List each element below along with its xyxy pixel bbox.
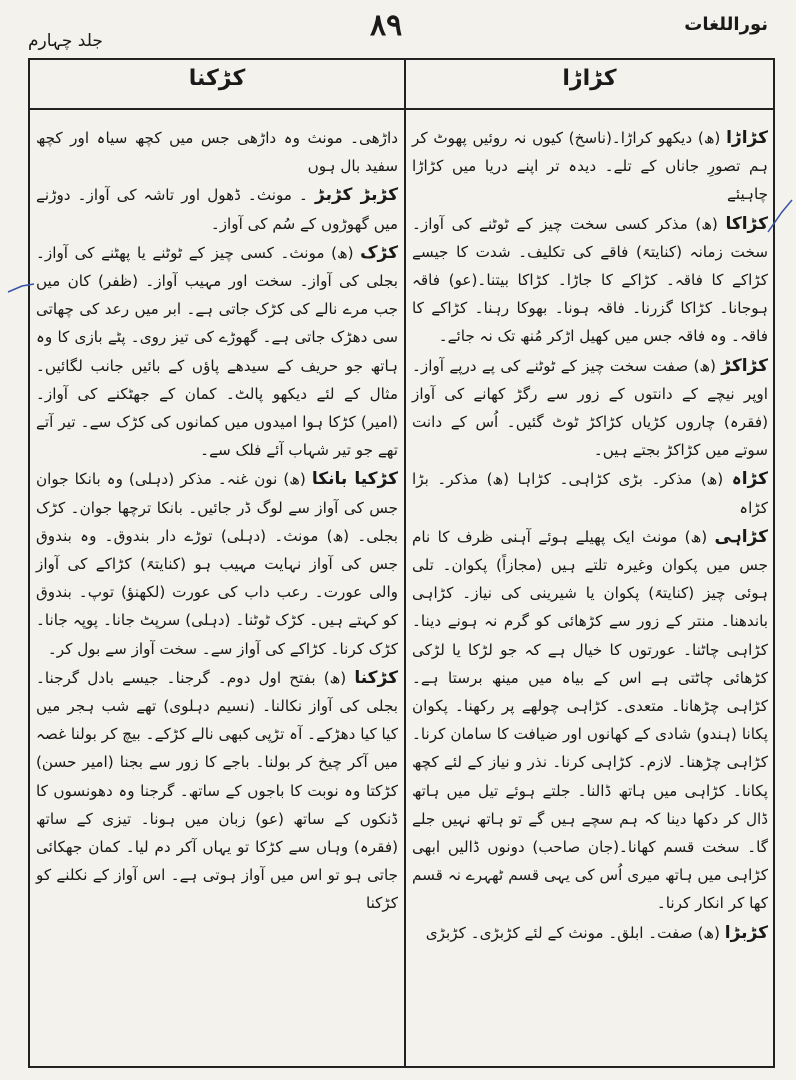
entry-term: کڑاڑا: [726, 128, 769, 148]
right-column-heading: کڑاڑا: [562, 66, 617, 91]
page-number: ٨٩: [370, 8, 403, 43]
entry-text: ۔ مونث۔ ڈھول اور تاشہ کی آواز۔ دوڑنے میں گھوڑوں کے سُم کی آواز۔: [36, 186, 398, 233]
left-column-heading: کڑکنا: [188, 66, 246, 91]
entry-term: کڑاکڑ: [721, 355, 768, 376]
entry-text: (ھ) بفتح اول دوم۔ گرجنا۔ جیسے بادل گرجنا۔ بجلی کی آواز نکالنا۔ (نسیم دہلوی) تھے شب ہجر میں کیا کیا دھڑکے۔ آہ تڑپی کبھی نالے کڑکے۔ بیچ کر بولنا غصہ میں آکر چیخ کر بولنا۔ باجے کا زور سے بجنا (امیر حسن) کڑکتا وہ نوبت کا باجوں کے ساتھ۔ گرجنا وہ دھونسوں کا ڈنکوں کے ساتھ (عو) زبان میں ہونا۔ تیزی کے ساتھ (فقرہ) وہاں سے کڑکا تو یہاں آکر دم لیا۔ کمان جھکائی جاتی ہو تو اس میں آواز ہوتی ہے۔ اس آواز کے نکلنے کو کڑکنا: [36, 668, 398, 913]
book-title: نوراللغات: [684, 14, 768, 35]
entry-text: (ھ) صفت۔ ابلق۔ مونث کے لئے کڑبڑی۔ کڑبڑی: [425, 923, 720, 942]
entry-term: کڑکنا: [354, 667, 399, 688]
entry-text: (ھ) مذکر۔ بڑی کڑاہی۔ کڑاہا (ھ) مذکر۔ بڑا کڑاہ: [412, 470, 768, 517]
entry-term: کڑبڑا: [724, 922, 768, 943]
entry-text: (ھ) مونث ایک پھیلے ہوئے آہنی ظرف کا نام جس میں پکوان وغیرہ تلتے ہیں (مجازاً) پکوان۔ تلی ہوئی چیز (کنایتہً) پکوان یا شیرینی کی نیاز۔ کڑاہی باندھنا۔ منتر کے زور سے کڑھائی کو گرم نہ ہونے دینا۔ کڑاہی چاٹنا۔ عورتوں کا خیال ہے کہ جو لڑکا یا لڑکی کڑھائی چاٹتی ہے اس کے بیاہ میں مینھ برستا ہے۔ کڑاہی چڑھانا۔ متعدی۔ کڑاہی چولھے پر رکھنا۔ پکوان پکانا (ہندو) شادی کے کھانوں اور ضیافت کا سامان کرنا۔ کڑاہی چڑھنا۔ لازم۔ کڑاہی کرنا۔ نذر و نیاز کے لئے کچھ پکانا۔ کڑاہی میں ہاتھ ڈالنا۔ جلتے ہوئے تیل میں ہاتھ ڈال کر دکھا دینا کہ ہم سچے ہیں گے تو ہاتھ نہیں جلے گا۔ سخت قسم کھانا۔(جان صاحب) دونوں ڈالیں ابھی کڑاہی میں ہاتھ میری اُس کی یہی قسم ٹھہرے نہ قسم کھا کر انکار کرنا۔: [412, 527, 768, 913]
entry-term: کڑک: [360, 242, 398, 263]
entry-text: (ھ) نون غنہ۔ مذکر (دہلی) وہ بانکا جوان جس کی آواز سے لوگ ڈر جائیں۔ بانکا ترچھا جوان۔ کڑک بجلی۔ (ھ) مونث۔ (دہلی) توڑے دار بندوق۔ وہ بندوق جس کی آواز نہایت مہیب ہو (کنایتہً) کڑاکے کی آواز والی عورت۔ رعب داب کی عورت (لکھنؤ) توپ۔ بندوق کو کہتے ہیں۔ کڑک ٹوٹنا۔ (دہلی) سرپٹ جانا۔ پوپہ جانا۔ کڑک کرنا۔ کڑاکے کی آواز سے۔ سخت آواز سے بول کر۔: [36, 470, 398, 658]
entry-term: کڑبڑ کڑبڑ: [315, 185, 399, 206]
entry-text: (ھ) صفت سخت چیز کے ٹوٹنے کی پے درپے آواز۔ اوپر نیچے کے دانتوں کے زور سے رگڑ کھانے کی آواز (فقرہ) چاروں کڑیاں کڑاکڑ ٹوٹ گئیں۔ اُس کے دانت سوتے میں کڑاکڑ بجتے ہیں۔: [412, 356, 768, 460]
entry-text: (ھ) دیکھو کراڑا۔(ناسخ) کیوں نہ روئیں پھوٹ کر ہم تصورِ جاناں کے تلے۔ دیدہ تر اپنے دریا میں کڑاڑا چاہیئے: [412, 129, 768, 204]
entry-term: کڑاکا: [725, 213, 769, 234]
entry-term: کڑاہی: [714, 526, 768, 547]
entry-text: (ھ) مذکر کسی سخت چیز کے ٹوٹنے کی آواز۔ سخت زمانہ (کنایتہً) فاقے کی تکلیف۔ شدت کا جیسے کڑاکے کا فاقہ۔ کڑاکے کا جاڑا۔ کڑاکا بیتنا۔(عو) فاقہ ہوجانا۔ کڑاکا گزرنا۔ فاقہ ہونا۔ بھوکا رہنا۔ کڑاکے کا فاقہ۔ وہ فاقہ جس میں کھیل اڑکر مُنھ تک نہ جائے۔: [412, 214, 768, 346]
entry-term: کڑاہ: [731, 469, 769, 490]
entry-term: کڑکیا بانکا: [311, 469, 399, 490]
entry-text: (ھ) مونث۔ کسی چیز کے ٹوٹنے یا پھٹنے کی آواز۔ بجلی کی آواز۔ سخت اور مہیب آواز۔ (ظفر) کان میں جب مرے نالے کی کڑک جاتی ہے۔ ابر میں رعد کی چھاتی سی دھڑک جاتی ہے۔ گھوڑے کی تیز روی۔ پٹے بازی کا وہ ہاتھ جو حریف کے سیدھے پاؤں کے بائیں جانب لگائیں۔ مثال کے لئے دیکھو پالٹ۔ کمان کے جھٹکنے کی آواز۔ (امیر) کڑکا ہوا امیدوں میں کمانوں کی کڑک سے۔ تیر آتے تھے جو تیر شہاب آئے فلک سے۔: [36, 243, 398, 460]
entry-text: داڑھی۔ مونث وہ داڑھی جس میں کچھ سیاہ اور کچھ سفید بال ہوں: [36, 129, 398, 176]
volume-label: جلد چہارم: [28, 31, 103, 51]
